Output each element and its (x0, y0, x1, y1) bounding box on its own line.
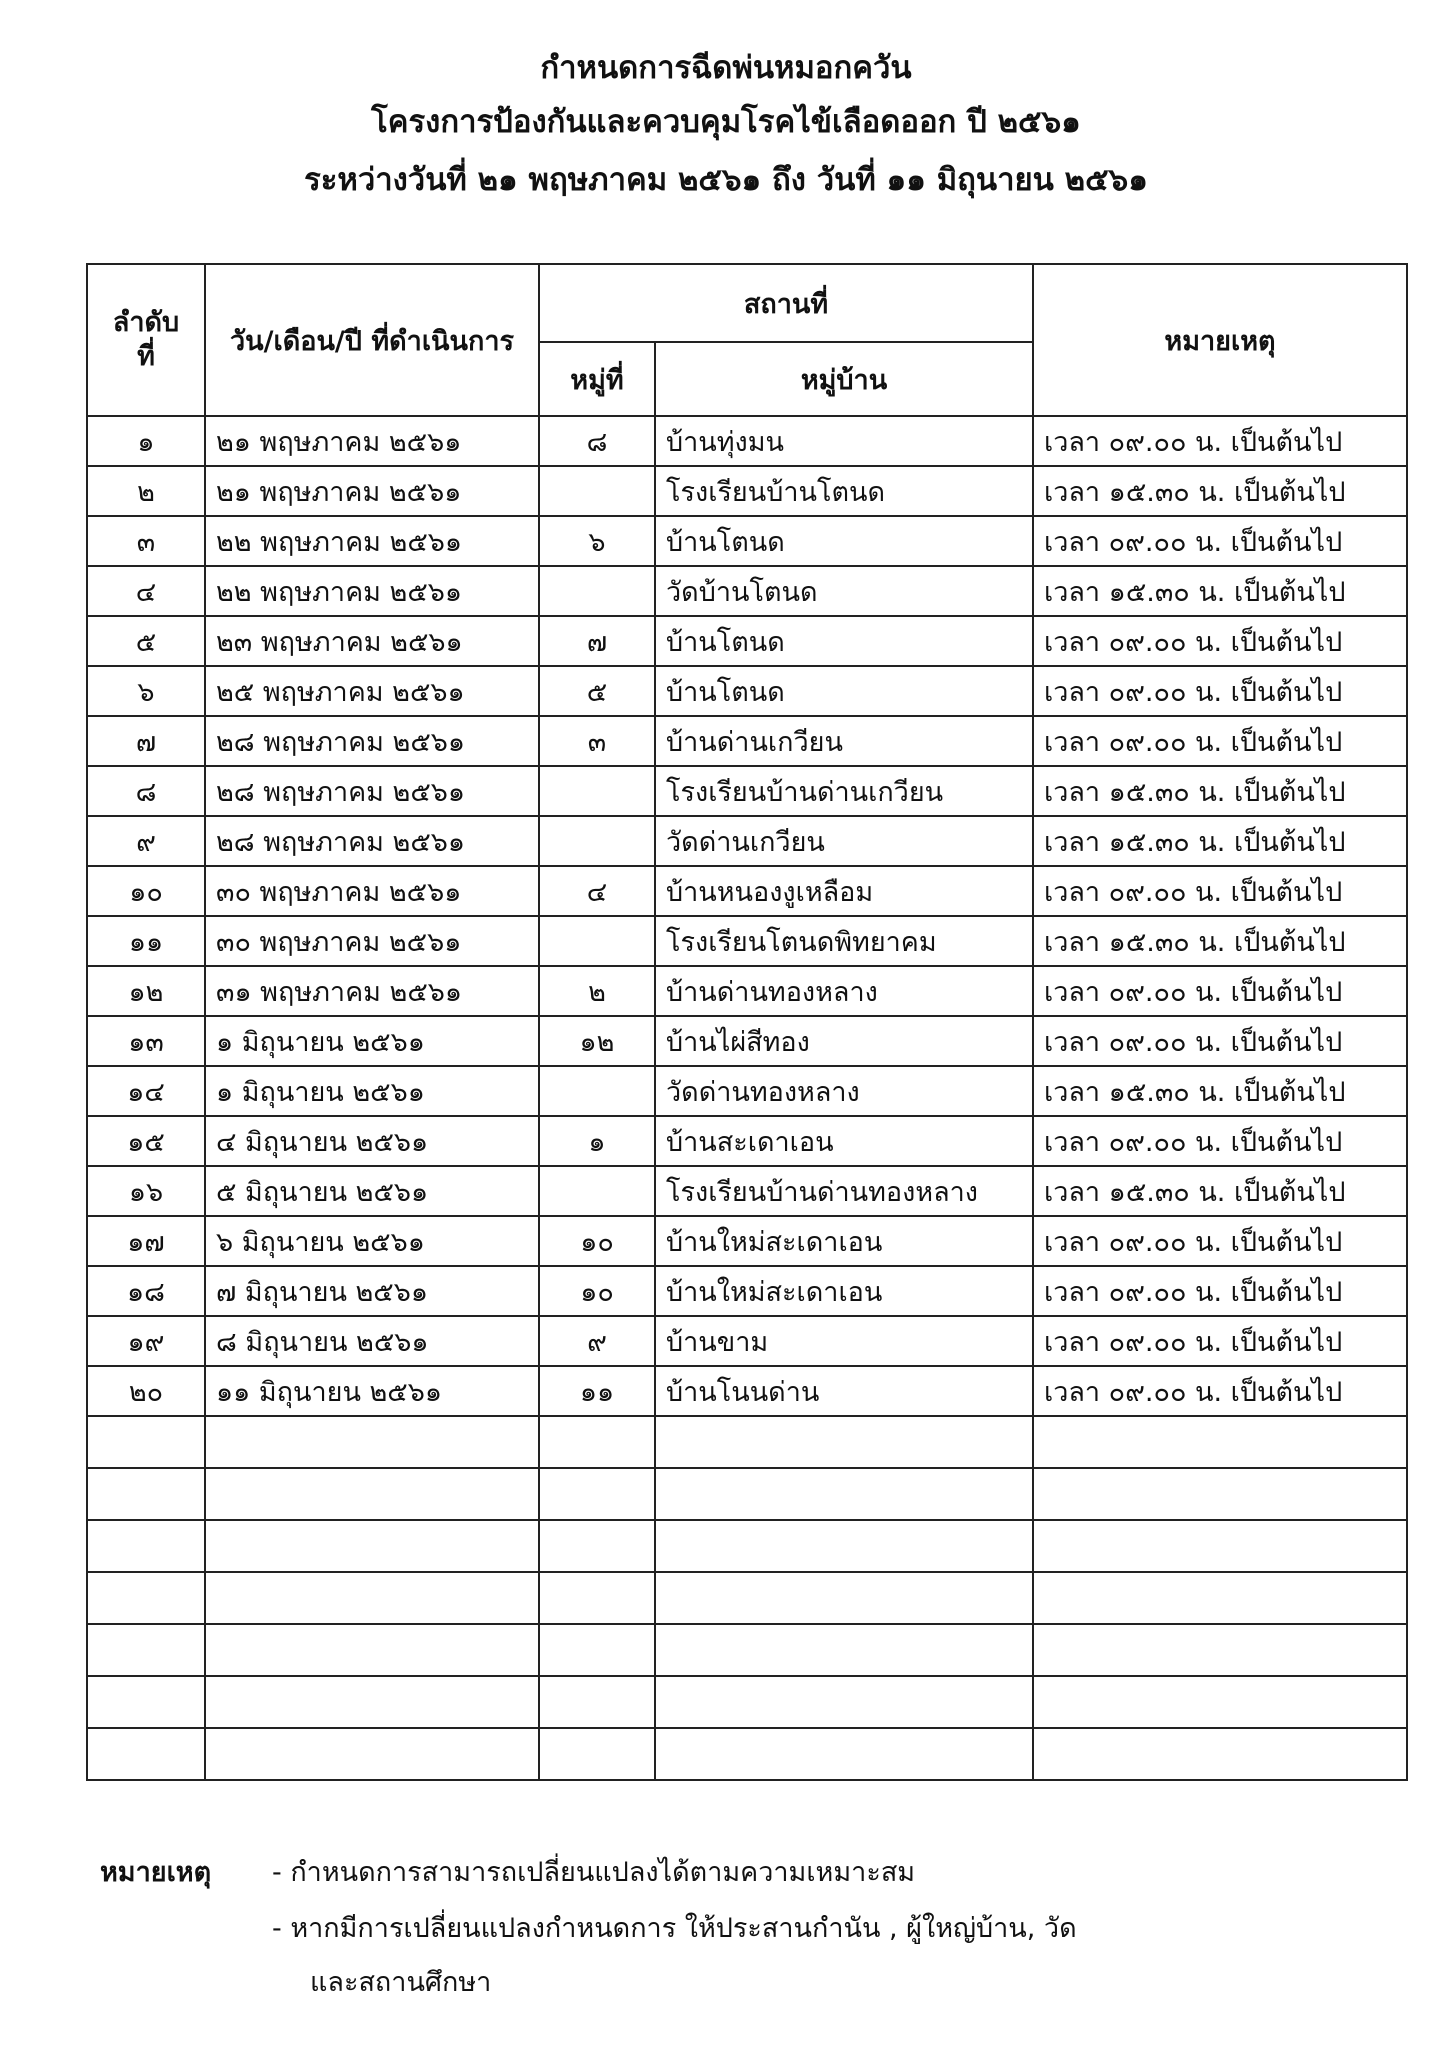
empty-cell (655, 1676, 1033, 1728)
cell-no: ๑๑ (87, 916, 205, 966)
cell-note: เวลา ๑๕.๓๐ น. เป็นต้นไป (1033, 1166, 1407, 1216)
cell-no: ๖ (87, 666, 205, 716)
cell-no: ๒๐ (87, 1366, 205, 1416)
empty-table-row (87, 1416, 1407, 1468)
header-village: หมู่บ้าน (655, 342, 1033, 416)
cell-no: ๑๓ (87, 1016, 205, 1066)
empty-cell (539, 1728, 655, 1780)
cell-village: โรงเรียนบ้านด่านเกวียน (655, 766, 1033, 816)
footnote-item-2: - หากมีการเปลี่ยนแปลงกำหนดการ ให้ประสานกำนัน , ผู้ใหญ่บ้าน, วัด (272, 1913, 1077, 1944)
cell-moo (539, 916, 655, 966)
cell-moo: ๔ (539, 866, 655, 916)
title-line-1: กำหนดการฉีดพ่นหมอกควัน (540, 50, 912, 86)
cell-no: ๑๘ (87, 1266, 205, 1316)
header-no-label: ลำดับ ที่ (112, 307, 180, 372)
empty-cell (655, 1572, 1033, 1624)
table-row (87, 966, 1407, 1016)
table-row (87, 866, 1407, 916)
cell-village: บ้านโนนด่าน (655, 1366, 1033, 1416)
cell-date: ๓๐ พฤษภาคม ๒๕๖๑ (205, 866, 539, 916)
empty-cell (205, 1416, 539, 1468)
cell-note: เวลา ๐๙.๐๐ น. เป็นต้นไป (1033, 1266, 1407, 1316)
empty-cell (1033, 1728, 1407, 1780)
cell-note: เวลา ๐๙.๐๐ น. เป็นต้นไป (1033, 616, 1407, 666)
empty-table-row (87, 1468, 1407, 1520)
cell-village: บ้านสะเดาเอน (655, 1116, 1033, 1166)
empty-cell (87, 1572, 205, 1624)
cell-no: ๔ (87, 566, 205, 616)
cell-note: เวลา ๐๙.๐๐ น. เป็นต้นไป (1033, 966, 1407, 1016)
cell-date: ๕ มิถุนายน ๒๕๖๑ (205, 1166, 539, 1216)
table-header-row (87, 264, 1407, 342)
cell-note: เวลา ๑๕.๓๐ น. เป็นต้นไป (1033, 1066, 1407, 1116)
cell-village: บ้านทุ่งมน (655, 416, 1033, 466)
cell-village: บ้านด่านทองหลาง (655, 966, 1033, 1016)
table-row (87, 416, 1407, 466)
header-place: สถานที่ (539, 264, 1033, 342)
empty-cell (539, 1520, 655, 1572)
table-row (87, 1116, 1407, 1166)
cell-no: ๑๖ (87, 1166, 205, 1216)
cell-note: เวลา ๐๙.๐๐ น. เป็นต้นไป (1033, 1216, 1407, 1266)
empty-table-row (87, 1624, 1407, 1676)
table-row (87, 1366, 1407, 1416)
cell-village: โรงเรียนโตนดพิทยาคม (655, 916, 1033, 966)
cell-village: บ้านหนองงูเหลือม (655, 866, 1033, 916)
table-row (87, 766, 1407, 816)
cell-date: ๑๑ มิถุนายน ๒๕๖๑ (205, 1366, 539, 1416)
empty-cell (87, 1676, 205, 1728)
cell-date: ๒๓ พฤษภาคม ๒๕๖๑ (205, 616, 539, 666)
table-row (87, 566, 1407, 616)
table-row (87, 1316, 1407, 1366)
title-line-2: โครงการป้องกันและควบคุมโรคไข้เลือดออก ปี ๒๕๖๑ (371, 104, 1081, 140)
cell-moo (539, 816, 655, 866)
empty-table-row (87, 1572, 1407, 1624)
cell-note: เวลา ๐๙.๐๐ น. เป็นต้นไป (1033, 666, 1407, 716)
empty-cell (539, 1676, 655, 1728)
cell-note: เวลา ๑๕.๓๐ น. เป็นต้นไป (1033, 466, 1407, 516)
cell-moo: ๒ (539, 966, 655, 1016)
cell-village: บ้านโตนด (655, 666, 1033, 716)
table-row (87, 516, 1407, 566)
cell-note: เวลา ๐๙.๐๐ น. เป็นต้นไป (1033, 1016, 1407, 1066)
empty-cell (1033, 1520, 1407, 1572)
cell-date: ๒๑ พฤษภาคม ๒๕๖๑ (205, 466, 539, 516)
cell-note: เวลา ๑๕.๓๐ น. เป็นต้นไป (1033, 766, 1407, 816)
cell-moo: ๖ (539, 516, 655, 566)
header-no (87, 264, 205, 416)
cell-date: ๑ มิถุนายน ๒๕๖๑ (205, 1066, 539, 1116)
empty-cell (87, 1624, 205, 1676)
cell-moo (539, 566, 655, 616)
empty-cell (539, 1416, 655, 1468)
cell-moo: ๑๑ (539, 1366, 655, 1416)
cell-date: ๒๘ พฤษภาคม ๒๕๖๑ (205, 816, 539, 866)
cell-no: ๑ (87, 416, 205, 466)
empty-cell (655, 1624, 1033, 1676)
cell-no: ๘ (87, 766, 205, 816)
cell-village: บ้านใหม่สะเดาเอน (655, 1216, 1033, 1266)
header-moo: หมู่ที่ (539, 342, 655, 416)
table-row (87, 616, 1407, 666)
empty-cell (539, 1468, 655, 1520)
cell-note: เวลา ๐๙.๐๐ น. เป็นต้นไป (1033, 1316, 1407, 1366)
empty-table-row (87, 1728, 1407, 1780)
cell-moo: ๕ (539, 666, 655, 716)
cell-no: ๒ (87, 466, 205, 516)
cell-no: ๑๗ (87, 1216, 205, 1266)
table-row (87, 1016, 1407, 1066)
empty-cell (655, 1728, 1033, 1780)
cell-moo: ๘ (539, 416, 655, 466)
empty-cell (655, 1520, 1033, 1572)
table-row (87, 1266, 1407, 1316)
table-row (87, 816, 1407, 866)
table-row (87, 916, 1407, 966)
footnote-item-1: - กำหนดการสามารถเปลี่ยนแปลงได้ตามความเหมาะสม (272, 1857, 916, 1888)
empty-cell (655, 1468, 1033, 1520)
cell-date: ๒๒ พฤษภาคม ๒๕๖๑ (205, 516, 539, 566)
cell-note: เวลา ๐๙.๐๐ น. เป็นต้นไป (1033, 1116, 1407, 1166)
cell-moo: ๑ (539, 1116, 655, 1166)
empty-cell (539, 1624, 655, 1676)
cell-note: เวลา ๑๕.๓๐ น. เป็นต้นไป (1033, 566, 1407, 616)
cell-moo: ๑๒ (539, 1016, 655, 1066)
cell-note: เวลา ๑๕.๓๐ น. เป็นต้นไป (1033, 816, 1407, 866)
empty-table-row (87, 1676, 1407, 1728)
table-row (87, 1216, 1407, 1266)
empty-cell (205, 1676, 539, 1728)
empty-cell (1033, 1572, 1407, 1624)
empty-table-row (87, 1520, 1407, 1572)
cell-note: เวลา ๐๙.๐๐ น. เป็นต้นไป (1033, 866, 1407, 916)
table-body (87, 416, 1407, 1780)
cell-no: ๑๐ (87, 866, 205, 916)
empty-cell (87, 1416, 205, 1468)
cell-village: โรงเรียนบ้านโตนด (655, 466, 1033, 516)
empty-cell (205, 1468, 539, 1520)
table-row (87, 1166, 1407, 1216)
cell-date: ๒๘ พฤษภาคม ๒๕๖๑ (205, 716, 539, 766)
empty-cell (205, 1624, 539, 1676)
cell-moo: ๓ (539, 716, 655, 766)
cell-date: ๘ มิถุนายน ๒๕๖๑ (205, 1316, 539, 1366)
cell-village: วัดบ้านโตนด (655, 566, 1033, 616)
cell-note: เวลา ๐๙.๐๐ น. เป็นต้นไป (1033, 716, 1407, 766)
cell-moo (539, 766, 655, 816)
cell-note: เวลา ๑๕.๓๐ น. เป็นต้นไป (1033, 916, 1407, 966)
empty-cell (1033, 1416, 1407, 1468)
cell-no: ๗ (87, 716, 205, 766)
empty-cell (205, 1728, 539, 1780)
cell-village: วัดด่านทองหลาง (655, 1066, 1033, 1116)
cell-village: โรงเรียนบ้านด่านทองหลาง (655, 1166, 1033, 1216)
cell-moo (539, 1066, 655, 1116)
cell-date: ๓๑ พฤษภาคม ๒๕๖๑ (205, 966, 539, 1016)
cell-village: บ้านใหม่สะเดาเอน (655, 1266, 1033, 1316)
cell-note: เวลา ๐๙.๐๐ น. เป็นต้นไป (1033, 1366, 1407, 1416)
empty-cell (205, 1520, 539, 1572)
cell-no: ๑๕ (87, 1116, 205, 1166)
empty-cell (87, 1520, 205, 1572)
header-date: วัน/เดือน/ปี ที่ดำเนินการ (205, 264, 539, 416)
empty-cell (1033, 1624, 1407, 1676)
empty-cell (1033, 1676, 1407, 1728)
cell-village: บ้านโตนด (655, 516, 1033, 566)
empty-cell (87, 1728, 205, 1780)
cell-moo (539, 466, 655, 516)
footnote-item-2-continued: และสถานศึกษา (310, 1967, 492, 1998)
empty-cell (87, 1468, 205, 1520)
cell-date: ๒๒ พฤษภาคม ๒๕๖๑ (205, 566, 539, 616)
cell-no: ๓ (87, 516, 205, 566)
title-line-3: ระหว่างวันที่ ๒๑ พฤษภาคม ๒๕๖๑ ถึง วันที่ ๑๑ มิถุนายน ๒๕๖๑ (304, 162, 1148, 198)
cell-date: ๒๑ พฤษภาคม ๒๕๖๑ (205, 416, 539, 466)
empty-cell (205, 1572, 539, 1624)
cell-note: เวลา ๐๙.๐๐ น. เป็นต้นไป (1033, 516, 1407, 566)
cell-no: ๕ (87, 616, 205, 666)
cell-village: บ้านขาม (655, 1316, 1033, 1366)
cell-village: บ้านไผ่สีทอง (655, 1016, 1033, 1066)
cell-date: ๖ มิถุนายน ๒๕๖๑ (205, 1216, 539, 1266)
cell-date: ๗ มิถุนายน ๒๕๖๑ (205, 1266, 539, 1316)
cell-date: ๒๕ พฤษภาคม ๒๕๖๑ (205, 666, 539, 716)
cell-date: ๔ มิถุนายน ๒๕๖๑ (205, 1116, 539, 1166)
table-row (87, 466, 1407, 516)
table-row (87, 1066, 1407, 1116)
table-row (87, 716, 1407, 766)
footnote-label: หมายเหตุ (100, 1857, 212, 1888)
empty-cell (539, 1572, 655, 1624)
table-row (87, 666, 1407, 716)
cell-no: ๙ (87, 816, 205, 866)
cell-note: เวลา ๐๙.๐๐ น. เป็นต้นไป (1033, 416, 1407, 466)
header-note: หมายเหตุ (1033, 264, 1407, 416)
cell-moo (539, 1166, 655, 1216)
cell-village: บ้านโตนด (655, 616, 1033, 666)
cell-village: วัดด่านเกวียน (655, 816, 1033, 866)
cell-date: ๑ มิถุนายน ๒๕๖๑ (205, 1016, 539, 1066)
schedule-table (86, 263, 1408, 1781)
cell-village: บ้านด่านเกวียน (655, 716, 1033, 766)
cell-moo: ๙ (539, 1316, 655, 1366)
cell-moo: ๑๐ (539, 1216, 655, 1266)
cell-no: ๑๙ (87, 1316, 205, 1366)
cell-no: ๑๔ (87, 1066, 205, 1116)
empty-cell (1033, 1468, 1407, 1520)
cell-date: ๒๘ พฤษภาคม ๒๕๖๑ (205, 766, 539, 816)
cell-no: ๑๒ (87, 966, 205, 1016)
empty-cell (655, 1416, 1033, 1468)
cell-moo: ๑๐ (539, 1266, 655, 1316)
cell-moo: ๗ (539, 616, 655, 666)
cell-date: ๓๐ พฤษภาคม ๒๕๖๑ (205, 916, 539, 966)
